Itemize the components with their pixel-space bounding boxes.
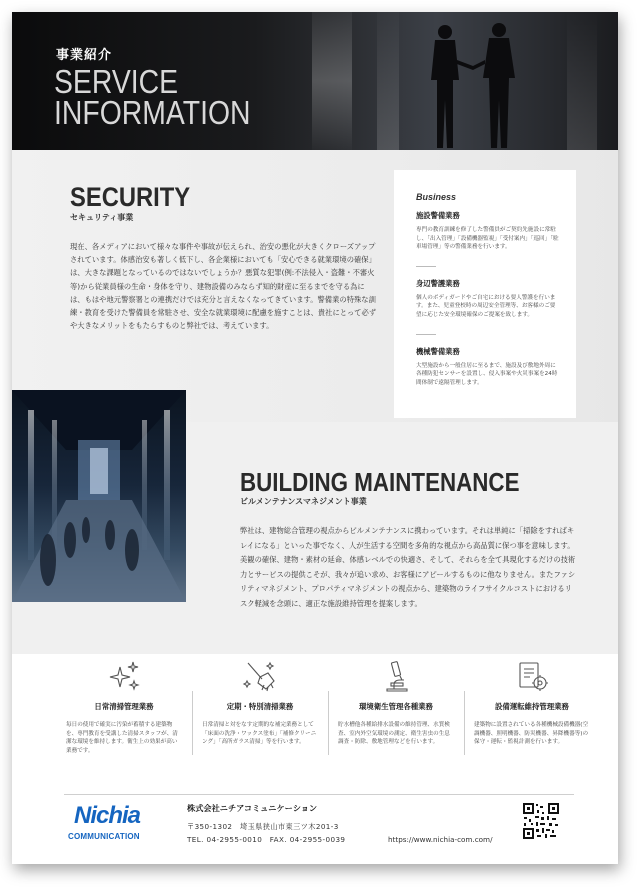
- company-address: 〒350-1302 埼玉県狭山市東三ツ木201-3: [187, 822, 339, 831]
- security-title: SECURITY: [70, 182, 191, 212]
- equipment-checklist-icon: [514, 659, 550, 693]
- flyer-page: [12, 12, 618, 864]
- service-name: 定期・特別清掃業務: [226, 702, 294, 711]
- divider: [192, 691, 193, 755]
- company-phone-fax: TEL. 04-2955-0010 FAX. 04-2955-0039: [187, 835, 346, 844]
- service-item: [470, 657, 594, 763]
- business-item-name: 施設警備業務: [416, 211, 460, 220]
- building-body: 弊社は、建物総合管理の視点からビルメンテナンスに携わっています。それは単純に「掃除をすればキレイになる」といった事でなく、人が生活する空間を多角的な視点から高品質に保つ事を意味します。美観の確保、建物・素材の延命、体感レベルでの快適さ、そして、それらを全て具現化するだけの技術力とサービスの提供こそが、我々が追い求め、お客様にアピールするものに他なりません。またファシリティマネジメント、プロパティマネジメントの視点から、建築物のライフサイクルコストにおけるリスク軽減を念頭に、適正な施設維持管理を提案します。: [240, 526, 576, 608]
- service-name: 設備運転維持管理業務: [495, 702, 569, 711]
- divider: [464, 691, 465, 755]
- section-label: 事業紹介: [56, 48, 113, 63]
- service-name: 環境衛生管理各種業務: [359, 702, 433, 711]
- service-desc: 日常清掃と対をなす定期的な補完業務として「床面の洗浄・ワックス塗布」「補修クリーニング」「高所ガラス清掃」等を行います。: [202, 722, 317, 746]
- business-item: [416, 211, 560, 252]
- business-item-name: 身辺警護業務: [416, 278, 460, 288]
- website-link[interactable]: https://www.nichia-com.com/: [388, 835, 493, 844]
- page-title: [54, 63, 251, 131]
- handshake-photo: [407, 20, 557, 150]
- logo-wordmark: Nichia: [74, 802, 141, 829]
- service-item: [198, 657, 322, 763]
- footer-divider: [64, 794, 574, 795]
- business-item: [416, 279, 560, 320]
- company-logo: [68, 802, 168, 850]
- page-title-line1: SERVICE: [54, 63, 179, 100]
- cleaning-brush-icon: [242, 659, 278, 693]
- business-item-desc: 大型施設から一般住居に至るまで、施設及び敷地外周に各種防犯センサーを設置し、侵入事案や火災事案を24時間体制で遠隔管理します。: [416, 362, 558, 386]
- business-box: [394, 170, 576, 418]
- business-item: [416, 347, 560, 388]
- divider: [328, 691, 329, 755]
- sparkle-icon: [106, 659, 142, 693]
- business-item-desc: 個人のボディガードやご自宅における要人警護を行います。また、児童登校時の周辺安全管理等、お客様のご要望に応じた安全環境確保のご提案を致します。: [416, 294, 556, 318]
- divider: [416, 266, 436, 267]
- business-item-desc: 専門の教育訓練を修了した警備員がご契約先施設に常駐し、「出入管理」「設備機器監視」「受付案内」「巡回」「駐車場管理」等の警備業務を行います。: [416, 227, 559, 251]
- service-desc: 貯水槽他各種給排水設備の維持管理、水質検査、室内外空気環境の測定、衛生害虫の生息調査・防除、敷地管理などを行います。: [338, 722, 450, 746]
- building-title: BUILDING MAINTENANCE: [240, 467, 520, 497]
- services-row: [62, 657, 589, 763]
- service-name: 日常清掃管理業務: [94, 702, 154, 711]
- microscope-icon: [378, 659, 414, 693]
- service-desc: 建築物に設置されている各種機械設備機器(空調機器、照明機器、防災機器、昇降機器等)の保守・運転・監視計測を行います。: [474, 722, 589, 746]
- business-heading: Business: [416, 192, 457, 202]
- security-subtitle: セキュリティ事業: [70, 213, 134, 222]
- service-desc: 毎日の使用で確実に汚染が蓄積する建築物を、専門教育を受講した清掃スタッフが、清潔な環境を維持します。衛生上の効果が高い業務です。: [66, 722, 178, 754]
- security-body: 現在、各メディアにおいて様々な事件や事故が伝えられ、治安の悪化が大きくクローズアップされています。体感治安も著しく低下し、各企業様においても「安心できる就業環境の確保」は、大きな課題となっているのではないでしょうか？悪質な犯罪(例:不法侵入・盗難・不審火等)から従業員様の生命・身体を守り、建物設備のみならず知的財産に至るまでを守る為には、もはや地元警察署との連携だけでは充分と言えなくなってきています。警備業の特殊な訓練・教育を受けた警備員を常駐させ、安全な就業環境に配慮を施すことは、貴社にとって必ずや大きなメリットをもたらすものと弊社では、考えています。: [70, 242, 377, 331]
- page-title-line2: INFORMATION: [54, 94, 251, 131]
- header-banner: [12, 12, 618, 150]
- logo-subtitle: COMMUNICATION: [68, 832, 140, 841]
- service-item: [334, 657, 458, 763]
- service-item: [62, 657, 186, 763]
- company-name: 株式会社ニチアコミュニケーション: [187, 803, 318, 813]
- divider: [416, 334, 436, 335]
- corridor-photo: [12, 390, 186, 602]
- qr-code[interactable]: [522, 802, 560, 840]
- building-subtitle: ビルメンテナンスマネジメント事業: [240, 497, 367, 506]
- business-item-name: 機械警備業務: [416, 346, 460, 356]
